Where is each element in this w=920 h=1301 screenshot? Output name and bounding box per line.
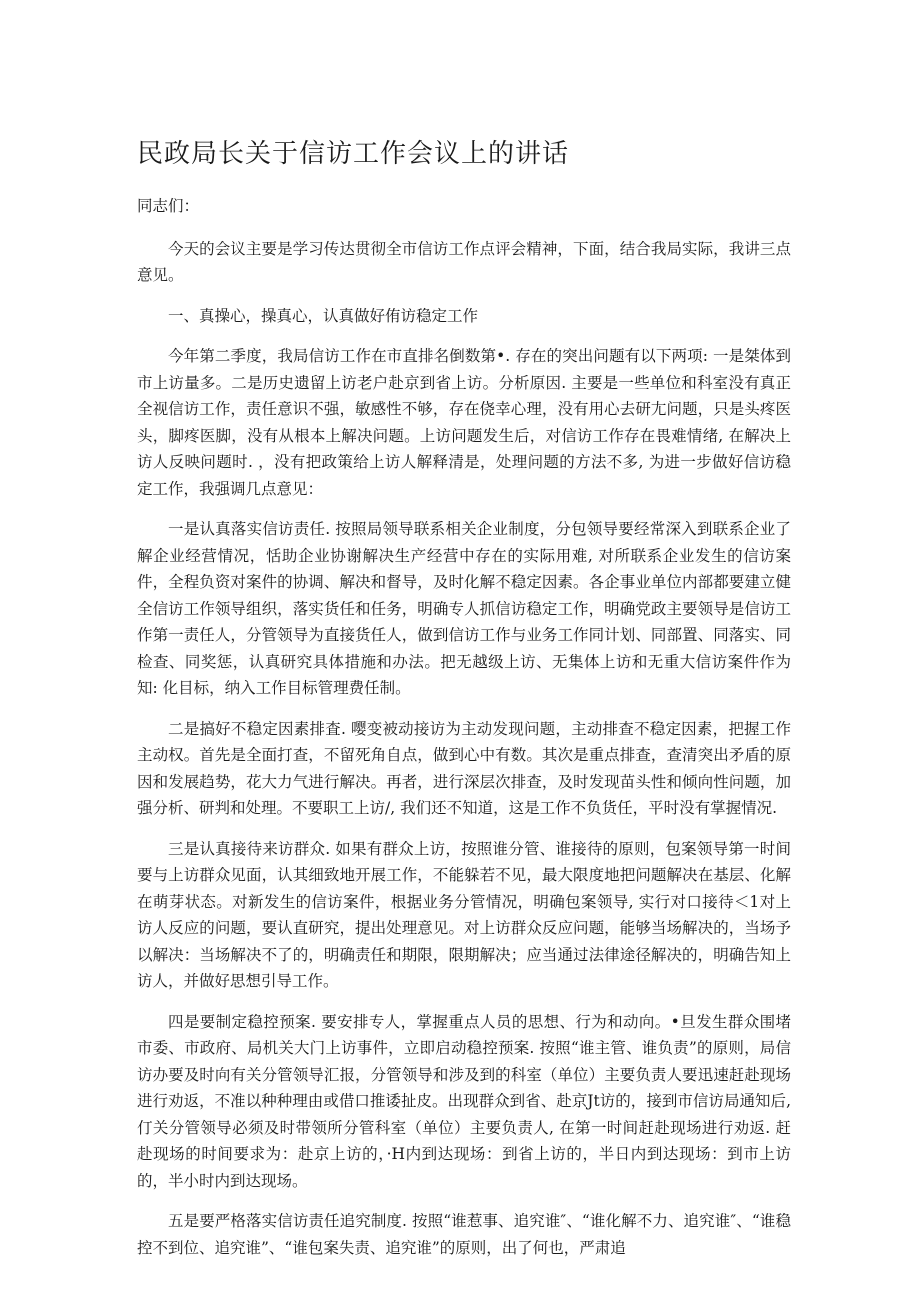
paragraph: 四是要制定稳控预案. 要安排专人，掌握重点人员的思想、行为和动向。•旦发生群众围堵市委、市政府、局机关大门上访事件，立即启动稳控预案. 按照“谁主管、谁负责”的原则，局信访办要及时向有关分管领导汇报，分管领导和涉及到的科室（单位）主要负责人要迅速赶赴现场进行劝返，不准以种种理由或借口推诿扯皮。出现群众到省、赴京Jt访的，接到市信访局通知后, 仃关分管领导必须及时带领所分管科室（单位）主要负责人, 在第一时间赶赴现场进行劝返. 赶赴现场的时间要求为：赴京上访的，·H内到达现场：到省上访的，半日内到达现场：到市上访的，半小时内到达现场。 — [137, 1012, 791, 1190]
document-title: 民政局长关于信访工作会议上的讲话 — [137, 139, 570, 169]
section-heading: 一、真操心，操真心，认真做好侑访稳定工作 — [168, 306, 479, 325]
document-body — [137, 193, 791, 1275]
paragraph: 二是搞好不稳定因素排査. 嘤变被动接访为主动发现问题，主动排查不稳定因素，把握工作主动权。首先是全面打查，不留死角自点，做到心中有数。其次是重点排查，查清突出矛盾的原因和发展趋势，花大力气进行解决。再者，进行深层次排查，及时发现苗头性和倾向性问题，加强分析、研判和处理。不要职工上访/, 我们还不知道，这是工作不负货任，平时没有掌握情况. — [137, 719, 791, 817]
greeting: 同志们： — [137, 197, 200, 215]
paragraph: 五是要严格落实信访责任追究制度. 按照“谁惹事、追究谁″、“谁化解不力、追究谁″、“谁稳控不到位、追究谁”、“谁包案失责、追究谁”的原则，出了何也，严肃追 — [137, 1212, 791, 1257]
paragraph: 一是认真落实信访责任. 按照局领导联系相关企业制度，分包领导要经常深入到联系企业了解企业经营情况，恬助企业协谢解决生产经营中存在的实际用难, 对所联系企业发生的信访案件，全程负资对案件的协调、解决和督导，及时化解不稳定因素。各企事业单位内部都要建立健全信访工作领导组织，落实货任和任务，明确专人抓信访稳定工作，明确党政主要领导是信访工作第一责任人，分管领导为直接货任人，做到信访工作与业务工作同计划、同部置、同落实、同检查、同奖惩，认真研究具体措施和办法。把无越级上访、无集体上访和无重大信访案件作为知: 化目标，纳入工作目标管理费任制。 — [137, 520, 791, 697]
paragraph: 今天的会议主要是学习传达贯彻全市信访工作点评会精神，下面，结合我局实际，我讲三点意见。 — [137, 239, 791, 284]
paragraph: 三是认真接待来访群众. 如果有群众上访，按照谁分管、谁接待的原则，包案领导第一时间要与上访群众见面，认其细致地开展工作，不能躲若不见，最大限度地把问题解决在基层、化解在萌芽状态。对新发生的信访案件，根据业务分管情况，明确包案领导, 实行对口接待＜1对上访人反应的问题，要认直研究，提出处理意见。对上访群众反应问题，能够当场解决的，当场予以解决：当场解决不了的，明确责任和期限，限期解决；应当通过法律途径解决的，明确告知上访人，并做好思想引导工作。 — [137, 839, 791, 990]
paragraph: 今年第二季度，我局信访工作在市直排名倒数第•. 存在的突出问题有以下两项: 一是桀体到市上访量多。二是历史遗留上访老户赴京到省上访。分析原因. 主要是一些单位和科室没有真正全视信访工作，责任意识不强，敏感性不够，存在侥幸心理，没有用心去研尢问题，只是头疼医头，脚疼医脚，没有从根本上解决问题。上访问题发生后，对信访工作存在畏难情绪, 在解决上访人反映问题时. ，没有把政策给上访人解释清是，处理问题的方法不多, 为进一步做好信访稳定工作，我强调几点意见： — [137, 347, 791, 498]
